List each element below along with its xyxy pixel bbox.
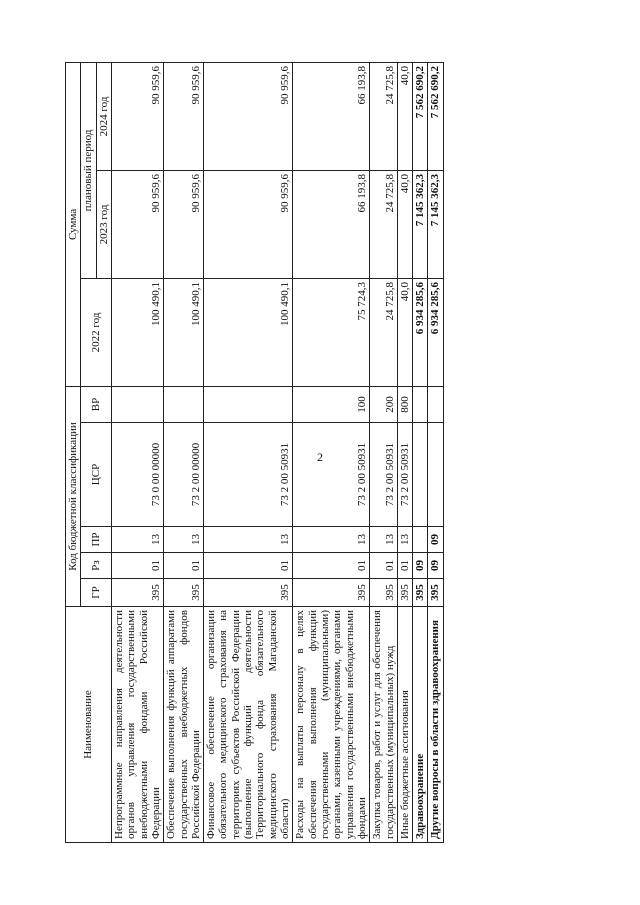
row-2024: 90 959,6: [204, 62, 293, 170]
row-gr: 395: [111, 578, 163, 606]
row-gr: 395: [413, 578, 428, 606]
row-pr: 13: [111, 526, 163, 552]
row-pr: 13: [370, 526, 398, 552]
row-rz: 01: [370, 552, 398, 578]
row-name: Здравоохранение: [413, 606, 428, 842]
row-pr: 13: [293, 526, 370, 552]
row-rz: 01: [397, 552, 412, 578]
row-name: Обеспечение выполнения функций аппаратами государственных внебюджетных фондов Российской Федерации: [164, 606, 204, 842]
row-2024: 7 562 690,2: [413, 62, 428, 170]
row-name: Иные бюджетные ассигнования: [397, 606, 412, 842]
row-gr: 395: [204, 578, 293, 606]
row-vr: [164, 386, 204, 422]
row-csr: 73 2 00 50931: [397, 422, 412, 526]
table-row: [204, 62, 293, 842]
row-vr: [428, 386, 443, 422]
row-2024: 7 562 690,2: [428, 62, 443, 170]
row-name: Другие вопросы в области здравоохранения: [428, 606, 443, 842]
row-csr: [413, 422, 428, 526]
header-pr: ПР: [81, 526, 112, 552]
table-row: [397, 62, 412, 842]
row-2024: 24 725,8: [370, 62, 398, 170]
row-csr: 73 2 00 50931: [370, 422, 398, 526]
row-2023: 7 145 362,3: [413, 170, 428, 278]
row-vr: [204, 386, 293, 422]
row-name: Непрограммные направления деятельности органов управления государственными внебюджетными фондами Российской Федерации: [111, 606, 163, 842]
row-csr: [428, 422, 443, 526]
row-vr: 100: [293, 386, 370, 422]
row-vr: [413, 386, 428, 422]
row-csr: 73 2 00 00000: [164, 422, 204, 526]
row-2023: 90 959,6: [164, 170, 204, 278]
row-gr: 395: [164, 578, 204, 606]
row-gr: 395: [293, 578, 370, 606]
row-gr: 395: [428, 578, 443, 606]
row-2023: 24 725,8: [370, 170, 398, 278]
table-row: [164, 62, 204, 842]
row-name: Закупка товаров, работ и услуг для обеспечения государственных (муниципальных) нужд: [370, 606, 398, 842]
header-csr: ЦСР: [81, 422, 112, 526]
row-pr: 13: [397, 526, 412, 552]
row-2023: 90 959,6: [111, 170, 163, 278]
row-pr: 13: [204, 526, 293, 552]
row-rz: 01: [164, 552, 204, 578]
row-rz: 09: [413, 552, 428, 578]
row-pr: [413, 526, 428, 552]
row-2022: 6 934 285,6: [413, 278, 428, 386]
budget-table: [65, 61, 444, 842]
table-row: [370, 62, 398, 842]
row-2022: 100 490,1: [164, 278, 204, 386]
header-gr: ГР: [81, 578, 112, 606]
row-2024: 90 959,6: [164, 62, 204, 170]
row-2023: 66 193,8: [293, 170, 370, 278]
header-2024: 2024 год: [96, 62, 111, 170]
row-rz: 01: [111, 552, 163, 578]
header-code-group: Код бюджетной классификации: [66, 386, 81, 606]
row-2024: 40,0: [397, 62, 412, 170]
header-plan-period: плановый период: [81, 62, 96, 278]
row-gr: 395: [397, 578, 412, 606]
header-vr: ВР: [81, 386, 112, 422]
row-vr: 200: [370, 386, 398, 422]
row-rz: 01: [293, 552, 370, 578]
row-2022: 6 934 285,6: [428, 278, 443, 386]
row-2024: 90 959,6: [111, 62, 163, 170]
row-name: Финансовое обеспечение организации обязательного медицинского страхования на территориях субъектов Российской Федерации (выполнение функций деятельности Территориального фонда обязательного медицинского страхования Магаданской области): [204, 606, 293, 842]
rotated-page: [65, 63, 575, 843]
row-2023: 40,0: [397, 170, 412, 278]
row-name: Расходы на выплаты персоналу в целях обеспечения выполнения функций государственными (муниципальными) органами, казенными учреждениями, органами управления государственными внебюджетными фондами: [293, 606, 370, 842]
header-sum-group: Сумма: [66, 62, 81, 386]
header-rz: Рз: [81, 552, 112, 578]
row-2024: 66 193,8: [293, 62, 370, 170]
header-name: Наименование: [66, 606, 112, 842]
row-csr: 73 2 00 50931: [204, 422, 293, 526]
row-2023: 90 959,6: [204, 170, 293, 278]
header-2022: 2022 год: [81, 278, 112, 386]
page-number: 2: [317, 450, 323, 464]
table-row: [111, 62, 163, 842]
table-row: [413, 62, 428, 842]
row-2022: 75 724,3: [293, 278, 370, 386]
row-vr: [111, 386, 163, 422]
row-csr: 73 0 00 00000: [111, 422, 163, 526]
table-row: [428, 62, 443, 842]
row-2022: 100 490,1: [111, 278, 163, 386]
row-rz: 09: [428, 552, 443, 578]
row-2022: 40,0: [397, 278, 412, 386]
row-vr: 800: [397, 386, 412, 422]
row-pr: 13: [164, 526, 204, 552]
table-row: [293, 62, 370, 842]
row-csr: 73 2 00 50931: [293, 422, 370, 526]
row-2023: 7 145 362,3: [428, 170, 443, 278]
header-2023: 2023 год: [96, 170, 111, 278]
row-2022: 24 725,8: [370, 278, 398, 386]
row-gr: 395: [370, 578, 398, 606]
row-2022: 100 490,1: [204, 278, 293, 386]
row-pr: 09: [428, 526, 443, 552]
row-rz: 01: [204, 552, 293, 578]
